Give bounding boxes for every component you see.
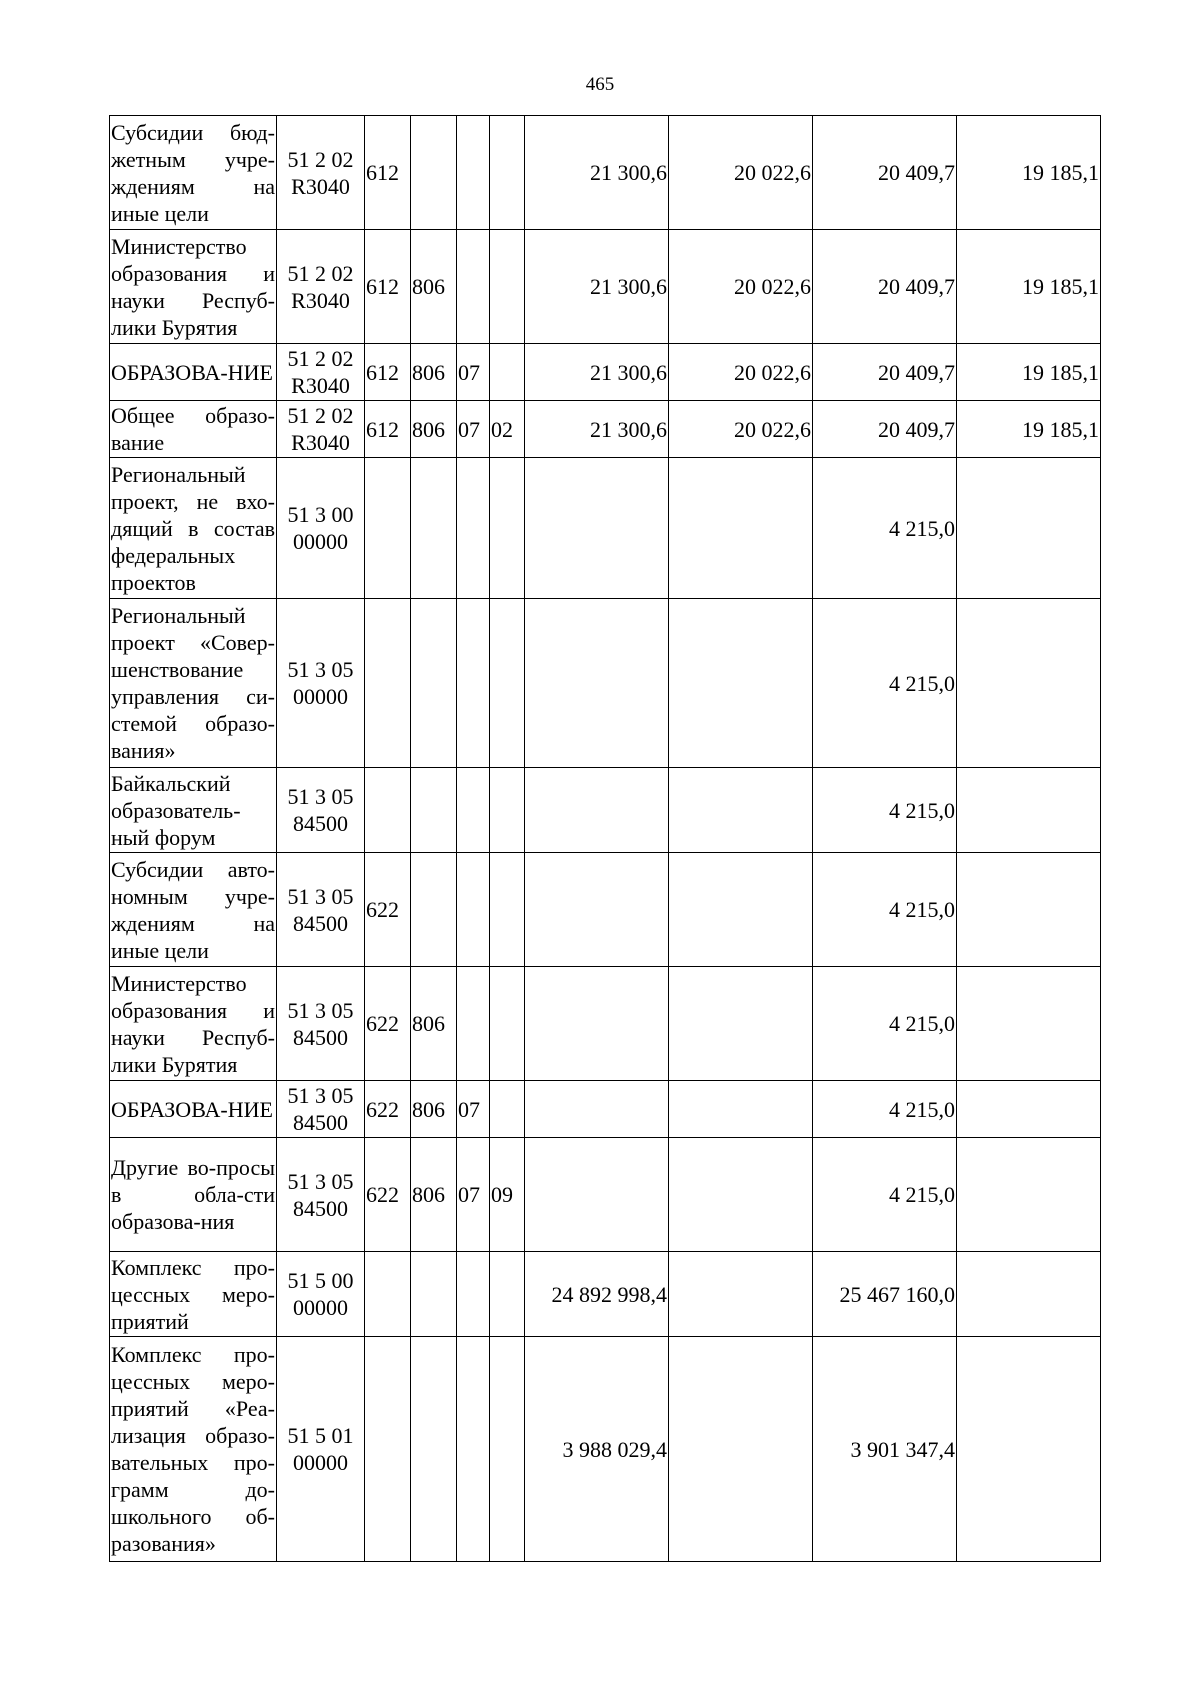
row-value-4-cell	[957, 1252, 1101, 1337]
row-value-1-cell	[525, 1138, 669, 1252]
row-vr-cell: 622	[365, 1138, 411, 1252]
row-rz-cell: 07	[457, 401, 490, 458]
row-value-1-cell: 21 300,6	[525, 401, 669, 458]
row-pr-cell	[490, 1337, 525, 1562]
row-value-3-cell: 20 409,7	[813, 344, 957, 401]
row-pr-cell	[490, 1252, 525, 1337]
row-code-cell: 51 2 02 R3040	[277, 401, 365, 458]
row-grbs-cell	[411, 458, 457, 599]
row-value-2-cell	[669, 1138, 813, 1252]
table-row	[110, 344, 1101, 401]
row-vr-cell: 612	[365, 401, 411, 458]
row-code-cell: 51 3 00 00000	[277, 458, 365, 599]
row-pr-cell	[490, 967, 525, 1081]
row-pr-cell	[490, 230, 525, 344]
row-value-4-cell	[957, 853, 1101, 967]
row-rz-cell	[457, 1337, 490, 1562]
row-grbs-cell: 806	[411, 1138, 457, 1252]
row-value-4-cell	[957, 599, 1101, 768]
row-value-2-cell: 20 022,6	[669, 116, 813, 230]
row-value-3-cell: 4 215,0	[813, 967, 957, 1081]
row-code-cell: 51 2 02 R3040	[277, 344, 365, 401]
row-value-3-cell: 4 215,0	[813, 768, 957, 853]
table-row	[110, 458, 1101, 599]
table-row	[110, 599, 1101, 768]
row-name-cell: Комплекс про-цессных меро-приятий	[110, 1252, 277, 1337]
row-pr-cell: 09	[490, 1138, 525, 1252]
row-pr-cell	[490, 768, 525, 853]
row-value-2-cell	[669, 458, 813, 599]
row-pr-cell	[490, 458, 525, 599]
row-name-cell: Комплекс про-цессных меро-приятий «Реа-лизация образо-вательных про-грамм до-школьного об-разования»	[110, 1337, 277, 1562]
row-name-cell: ОБРАЗОВА-НИЕ	[110, 1081, 277, 1138]
row-vr-cell: 612	[365, 116, 411, 230]
row-code-cell: 51 3 05 84500	[277, 1138, 365, 1252]
row-code-cell: 51 3 05 00000	[277, 599, 365, 768]
row-value-2-cell: 20 022,6	[669, 344, 813, 401]
row-value-2-cell	[669, 768, 813, 853]
row-value-4-cell: 19 185,1	[957, 401, 1101, 458]
row-grbs-cell	[411, 768, 457, 853]
table-row	[110, 1081, 1101, 1138]
row-value-3-cell: 20 409,7	[813, 401, 957, 458]
row-code-cell: 51 2 02 R3040	[277, 116, 365, 230]
row-value-4-cell	[957, 1081, 1101, 1138]
row-code-cell: 51 5 01 00000	[277, 1337, 365, 1562]
row-rz-cell	[457, 967, 490, 1081]
row-grbs-cell	[411, 599, 457, 768]
row-name-cell: ОБРАЗОВА-НИЕ	[110, 344, 277, 401]
row-value-3-cell: 4 215,0	[813, 853, 957, 967]
row-rz-cell: 07	[457, 1138, 490, 1252]
row-name-cell: Субсидии авто-номным учре-ждениям на иные цели	[110, 853, 277, 967]
row-rz-cell: 07	[457, 1081, 490, 1138]
row-grbs-cell: 806	[411, 401, 457, 458]
row-pr-cell	[490, 853, 525, 967]
row-name-cell: Байкальский образователь-ный форум	[110, 768, 277, 853]
row-value-4-cell	[957, 1337, 1101, 1562]
table-row	[110, 116, 1101, 230]
row-value-4-cell	[957, 1138, 1101, 1252]
row-vr-cell: 622	[365, 1081, 411, 1138]
row-name-cell: Региональный проект «Совер-шенствование управления си-стемой образо-вания»	[110, 599, 277, 768]
row-value-1-cell	[525, 458, 669, 599]
row-vr-cell: 622	[365, 853, 411, 967]
row-value-4-cell	[957, 458, 1101, 599]
row-value-3-cell: 4 215,0	[813, 1081, 957, 1138]
row-rz-cell	[457, 768, 490, 853]
row-vr-cell	[365, 1337, 411, 1562]
table-row	[110, 768, 1101, 853]
row-rz-cell	[457, 116, 490, 230]
row-value-1-cell	[525, 967, 669, 1081]
row-grbs-cell: 806	[411, 344, 457, 401]
row-value-4-cell: 19 185,1	[957, 344, 1101, 401]
row-name-cell: Субсидии бюд-жетным учре-ждениям на иные цели	[110, 116, 277, 230]
row-grbs-cell: 806	[411, 1081, 457, 1138]
row-value-1-cell	[525, 599, 669, 768]
row-grbs-cell: 806	[411, 967, 457, 1081]
row-value-3-cell: 20 409,7	[813, 230, 957, 344]
row-pr-cell	[490, 116, 525, 230]
row-value-2-cell	[669, 853, 813, 967]
row-value-2-cell: 20 022,6	[669, 230, 813, 344]
budget-table	[109, 115, 1101, 1562]
row-value-1-cell	[525, 768, 669, 853]
row-value-1-cell: 21 300,6	[525, 230, 669, 344]
table-row	[110, 401, 1101, 458]
row-name-cell: Региональный проект, не вхо-дящий в состав федеральных проектов	[110, 458, 277, 599]
row-value-4-cell	[957, 967, 1101, 1081]
row-value-2-cell	[669, 967, 813, 1081]
row-value-1-cell: 3 988 029,4	[525, 1337, 669, 1562]
page-number: 465	[585, 74, 615, 95]
row-name-cell: Общее образо-вание	[110, 401, 277, 458]
row-value-3-cell: 3 901 347,4	[813, 1337, 957, 1562]
row-value-2-cell	[669, 1337, 813, 1562]
row-code-cell: 51 3 05 84500	[277, 853, 365, 967]
row-value-2-cell: 20 022,6	[669, 401, 813, 458]
table-body	[110, 116, 1101, 1562]
row-rz-cell	[457, 1252, 490, 1337]
row-pr-cell	[490, 1081, 525, 1138]
table-row	[110, 1252, 1101, 1337]
row-name-cell: Другие во-просы в обла-сти образова-ния	[110, 1138, 277, 1252]
row-code-cell: 51 3 05 84500	[277, 1081, 365, 1138]
row-vr-cell	[365, 768, 411, 853]
row-grbs-cell	[411, 1337, 457, 1562]
table-row	[110, 967, 1101, 1081]
row-pr-cell	[490, 599, 525, 768]
row-code-cell: 51 2 02 R3040	[277, 230, 365, 344]
row-value-2-cell	[669, 599, 813, 768]
row-value-2-cell	[669, 1081, 813, 1138]
row-rz-cell	[457, 458, 490, 599]
row-code-cell: 51 3 05 84500	[277, 768, 365, 853]
row-rz-cell: 07	[457, 344, 490, 401]
row-code-cell: 51 5 00 00000	[277, 1252, 365, 1337]
row-pr-cell	[490, 344, 525, 401]
row-name-cell: Министерство образования и науки Респуб-лики Бурятия	[110, 230, 277, 344]
row-grbs-cell: 806	[411, 230, 457, 344]
table-row	[110, 853, 1101, 967]
row-vr-cell: 622	[365, 967, 411, 1081]
row-value-4-cell: 19 185,1	[957, 116, 1101, 230]
row-value-3-cell: 25 467 160,0	[813, 1252, 957, 1337]
table-row	[110, 230, 1101, 344]
row-pr-cell: 02	[490, 401, 525, 458]
row-rz-cell	[457, 599, 490, 768]
row-vr-cell	[365, 599, 411, 768]
row-grbs-cell	[411, 853, 457, 967]
row-rz-cell	[457, 853, 490, 967]
row-rz-cell	[457, 230, 490, 344]
row-value-1-cell: 21 300,6	[525, 344, 669, 401]
row-value-3-cell: 4 215,0	[813, 599, 957, 768]
row-value-1-cell	[525, 1081, 669, 1138]
row-value-3-cell: 4 215,0	[813, 458, 957, 599]
row-vr-cell: 612	[365, 230, 411, 344]
table-row	[110, 1138, 1101, 1252]
row-value-1-cell	[525, 853, 669, 967]
row-value-4-cell: 19 185,1	[957, 230, 1101, 344]
row-value-3-cell: 4 215,0	[813, 1138, 957, 1252]
row-name-cell: Министерство образования и науки Респуб-лики Бурятия	[110, 967, 277, 1081]
row-vr-cell	[365, 458, 411, 599]
row-value-1-cell: 24 892 998,4	[525, 1252, 669, 1337]
row-vr-cell: 612	[365, 344, 411, 401]
row-grbs-cell	[411, 116, 457, 230]
row-vr-cell	[365, 1252, 411, 1337]
row-value-1-cell: 21 300,6	[525, 116, 669, 230]
row-grbs-cell	[411, 1252, 457, 1337]
row-code-cell: 51 3 05 84500	[277, 967, 365, 1081]
row-value-2-cell	[669, 1252, 813, 1337]
row-value-3-cell: 20 409,7	[813, 116, 957, 230]
row-value-4-cell	[957, 768, 1101, 853]
table-row	[110, 1337, 1101, 1562]
